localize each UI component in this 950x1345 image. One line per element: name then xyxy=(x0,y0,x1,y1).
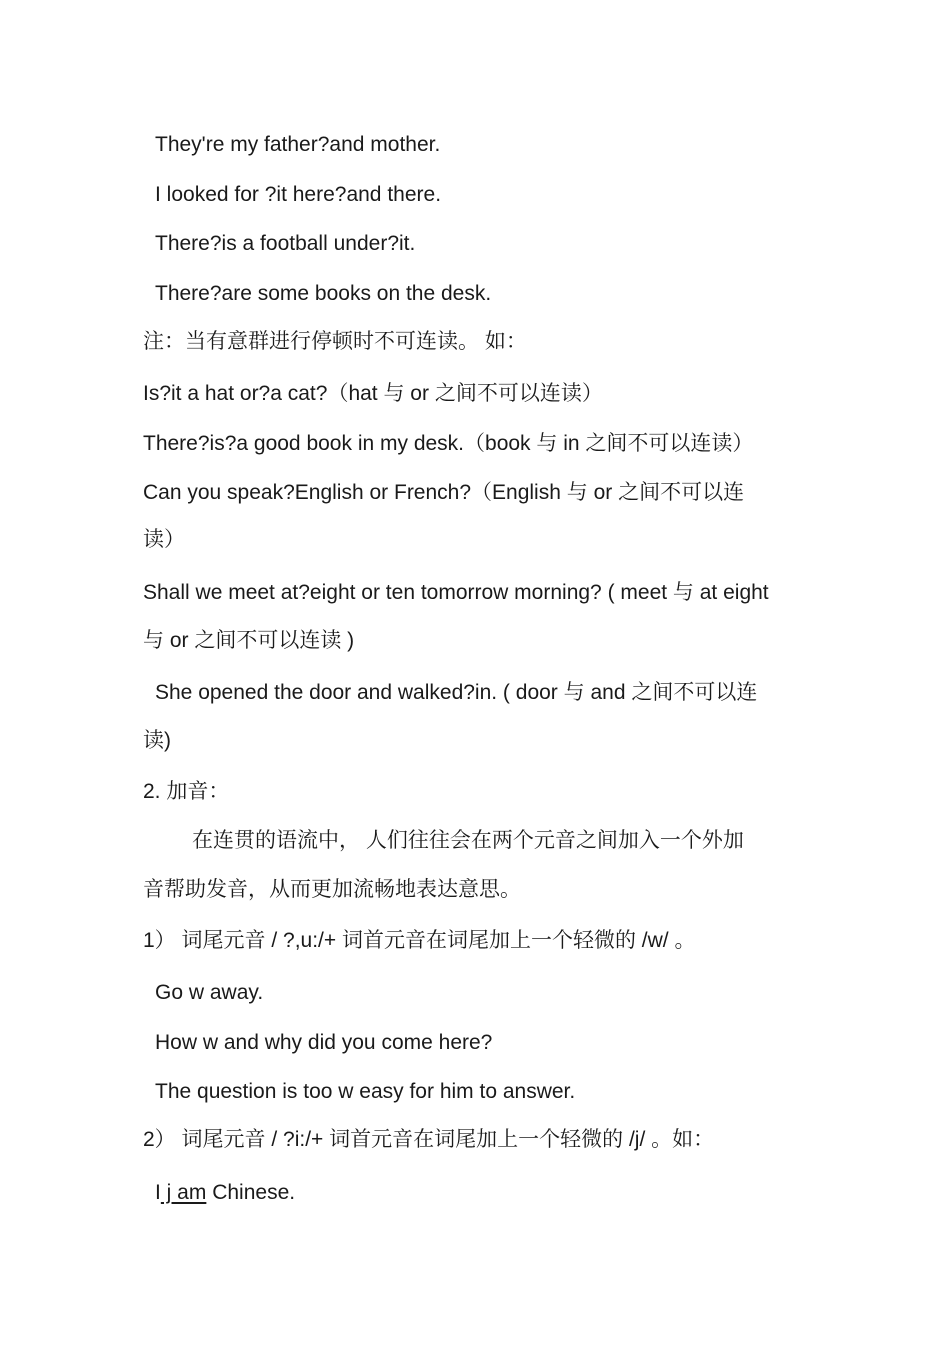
rule-2-example-1-underlined: j am xyxy=(160,1181,207,1204)
note-line: 注：当有意群进行停顿时不可连读。 如： xyxy=(143,330,527,353)
rule-1: 1） 词尾元音 / ?,u:/+ 词首元音在词尾加上一个轻微的 /w/ 。 xyxy=(143,929,696,952)
paragraph-line-1: 在连贯的语流中， 人们往往会在两个元音之间加入一个外加 xyxy=(192,829,744,852)
rule-2: 2） 词尾元音 / ?i:/+ 词首元音在词尾加上一个轻微的 /j/ 。如： xyxy=(143,1128,715,1151)
example-line-4: There?are some books on the desk. xyxy=(155,282,492,305)
note-example-4-cont: 与 or 之间不可以连读 ) xyxy=(143,629,355,652)
note-example-4: Shall we meet at?eight or ten tomorrow morning? ( meet 与 at eight xyxy=(143,581,769,604)
example-line-2: I looked for ?it here?and there. xyxy=(155,183,442,206)
note-example-1: Is?it a hat or?a cat?（hat 与 or 之间不可以连读） xyxy=(143,382,603,405)
note-example-5: She opened the door and walked?in. ( door 与 and 之间不可以连 xyxy=(155,681,758,704)
rule-2-example-1-post: Chinese. xyxy=(206,1181,296,1204)
example-line-1: They're my father?and mother. xyxy=(155,133,441,156)
example-line-3: There?is a football under?it. xyxy=(155,232,416,255)
section-heading: 2. 加音： xyxy=(143,780,230,803)
note-example-5-cont: 读) xyxy=(143,729,171,752)
note-example-3-cont: 读） xyxy=(143,528,185,551)
rule-2-example-1-pre: I xyxy=(155,1181,161,1204)
note-example-2: There?is?a good book in my desk.（book 与 in 之间不可以连读） xyxy=(143,432,754,455)
rule-2-example-1 xyxy=(155,1180,295,1206)
rule-1-example-1: Go w away. xyxy=(155,981,264,1004)
rule-1-example-2: How w and why did you come here? xyxy=(155,1031,493,1054)
note-example-3: Can you speak?English or French?（English 与 or 之间不可以连 xyxy=(143,481,745,504)
rule-1-example-3: The question is too w easy for him to answer. xyxy=(155,1080,576,1103)
paragraph-line-2: 音帮助发音，从而更加流畅地表达意思。 xyxy=(143,878,521,901)
